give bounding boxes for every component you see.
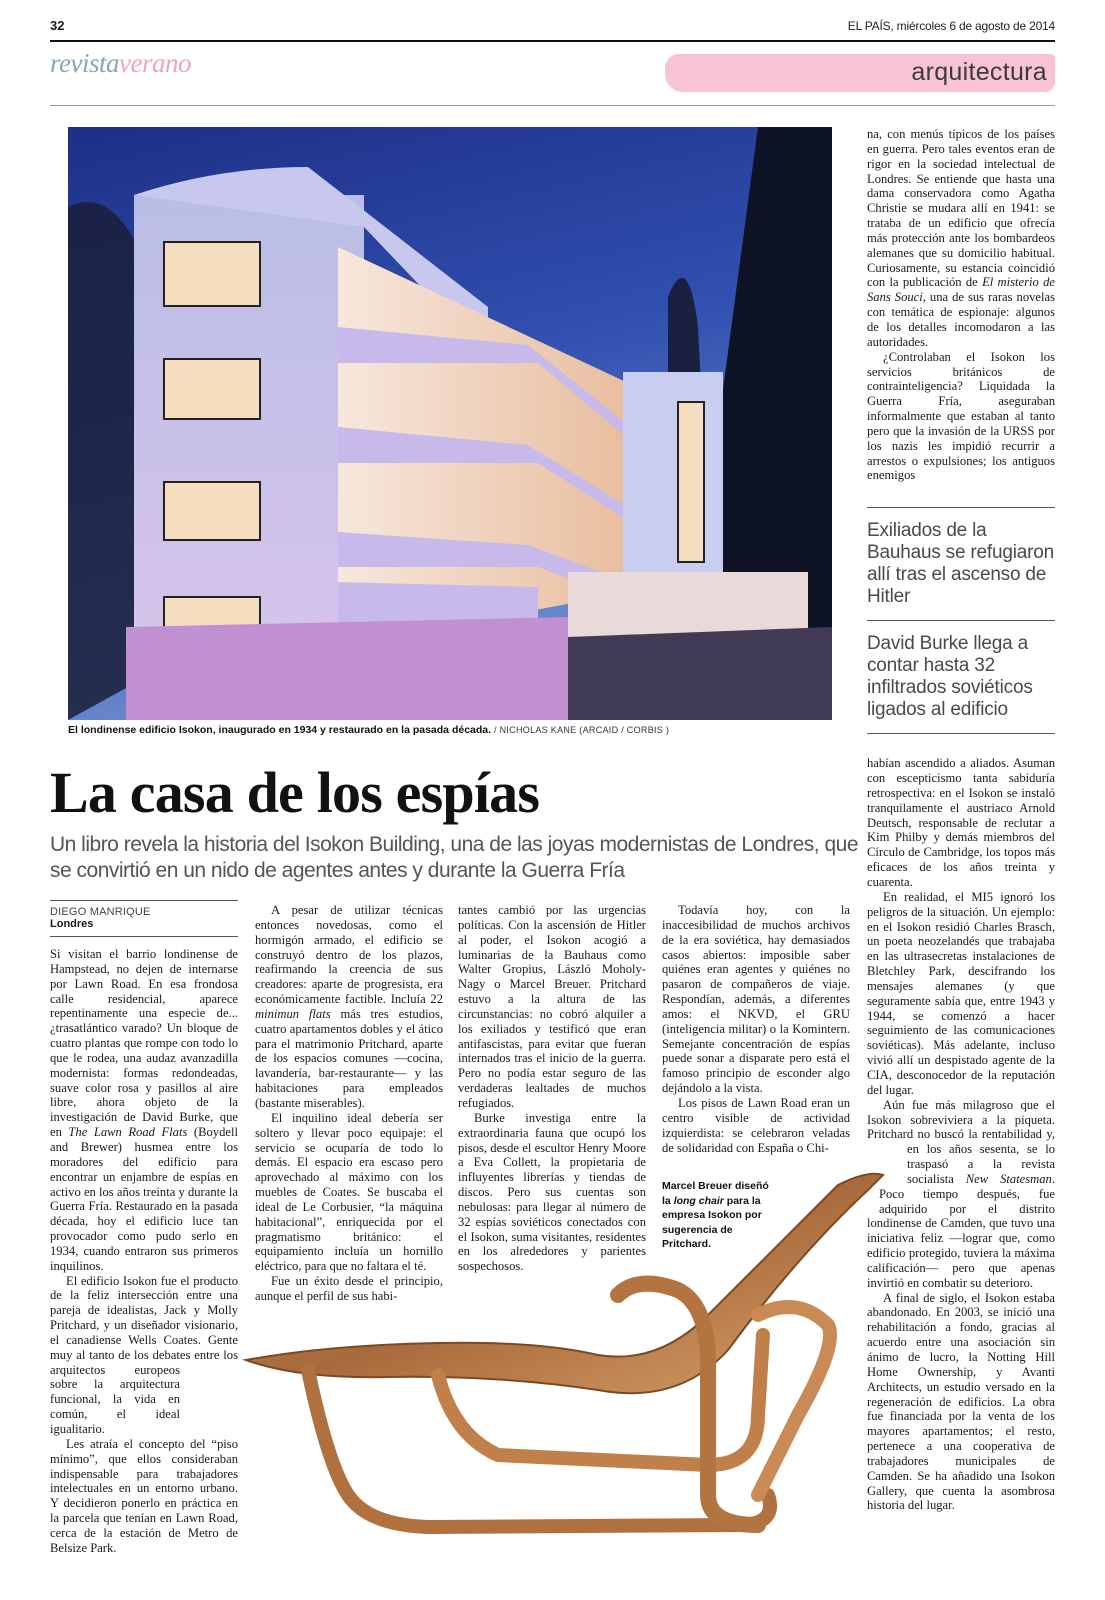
paragraph: habían ascendido a aliados. Asuman con escepticismo tanta sabiduría retrospectiva: en el Isokon se instaló tranquilamente el austriaco Arnold Deutsch, responsable de reclutar a Kim Philby y demás miembros del Círculo de Cambridge, los topos más eficaces de los años treinta y cuarenta. xyxy=(867,756,1055,889)
brand-part-revista: revista xyxy=(50,48,119,78)
photo-credit: / NICHOLAS KANE (ARCAID / CORBIS ) xyxy=(493,725,670,735)
pullquote-rule xyxy=(867,733,1055,734)
pullquote: David Burke llega a contar hasta 32 infiltrados soviéticos ligados al edificio xyxy=(867,633,1033,721)
dateline-city: Londres xyxy=(50,918,94,930)
text-run: na, con menús típicos de los países en guerra. Pero tales eventos eran de rigor en la sociedad intelectual de Londres. Se entiende que hasta una dama conservadora como Agatha Christie se mudara allí en 1941: se trataba de un edificio que ofrecía más protección ante los bombardeos alemanes que su domicilio habitual. Curiosamente, su estancia coincidió con la publicación de xyxy=(867,127,1055,290)
chair-name: long chair xyxy=(673,1194,724,1207)
author: DIEGO MANRIQUE xyxy=(50,906,151,918)
paragraph: Todavía hoy, con la inaccesibilidad de muchos archivos de la era soviética, hay demasiados casos abiertos: imposible saber quiénes eran agentes y quiénes no pasaron de compañeros de viaje. Respondían, además, a diferentes amos: el NKVD, el GRU (inteligencia militar) o la Komintern. Semejante concentración de espías puede sonar a disparate pero está el famoso principio de esconder algo dejándolo a la vista. xyxy=(662,903,850,1096)
subtitle: Un libro revela la historia del Isokon Building, una de las joyas modernistas de Londres, que se convirtió en un nido de agentes antes y durante la Guerra Fría xyxy=(50,833,858,882)
paragraph: El inquilino ideal debería ser soltero y llevar poco equipaje: el servicio se ocuparía de todo lo demás. El espacio era escaso pero aprovechado al máximo con los muebles de Coates. Se buscaba el ideal de Le Corbusier, “la máquina habitacional”, enriquecida por el pragmatismo británico: el equipamiento incluía un hornillo eléctrico, para que no faltara el té. xyxy=(255,1110,443,1274)
column-1 xyxy=(50,947,238,1556)
paragraph xyxy=(50,947,238,1274)
paragraph: Burke investiga entre la extraordinaria fauna que ocupó los pisos, desde el escultor Henry Moore a Eva Collett, la propietaria de influyentes librerías y tiendas de discos. Pero sus cuentas son nebulosas: para llegar al número de 32 espías soviéticos conectados con el Isokon, suma visitantes, residentes en los alrededores y parientes sospechosos. xyxy=(458,1110,646,1274)
paragraph: A final de siglo, el Isokon estaba abandonado. En 2003, se inició una rehabilitación a fondo, gracias al acuerdo entre una asociación sin ánimo de lucro, la Notting Hill Home Ownership, y Avanti Architects, un estudio versado en la regeneración de edificios. La obra fue financiada por la venta de los mayores apartamentos; el resto, pertenece a una cooperativa de trabajadores municipales de Camden. Se ha añadido una Isokon Gallery, que cuenta la asombrosa historia del lugar. xyxy=(867,1290,1055,1513)
book-title: The Lawn Road Flats xyxy=(68,1125,188,1140)
text-run: más tres estudios, cuatro apartamentos dobles y el ático para el matrimonio Pritchard, aparte de los espacios comunes —cocina, lavandería, bar-restaurante— y las habitaciones para empleados (bastante miserables). xyxy=(255,1006,443,1110)
text-run: para la empresa Isokon por sugerencia de Pritchard. xyxy=(662,1194,762,1251)
column-3 xyxy=(458,903,646,1274)
column-4 xyxy=(662,903,850,1252)
paragraph: El edificio Isokon fue el producto de la feliz intersección entre una pareja de idealistas, Jack y Molly Pritchard, y un diseñador visionario, el canadiense Wells Coates. Gente muy al tanto de los debates entre los arquitectos europeos sobre la arquitectura funcional, la vida en común, el ideal igualitario. xyxy=(50,1273,238,1436)
book-title: El misterio de Sans Souci xyxy=(867,275,1055,305)
text-run: . Poco tiempo después, fue adquirido por el distrito londinense de Camden, que tuvo una iniciativa feliz —lograr que, como edificio protegido, tuviera la máxima calificación— pero que apenas invirtió en combatir su deterioro. xyxy=(867,1171,1056,1290)
paragraph: tantes cambió por las urgencias políticas. Con la ascensión de Hitler al poder, el Isokon acogió a luminarias de la Bauhaus como Walter Gropius, László Moholy-Nagy o Marcel Breuer. Pritchard estuvo a la altura de las circunstancias: no cobró alquiler a los exiliados y testificó que eran antifascistas, para evitar que fueran internados tras el inicio de la guerra. Pero no podía estar seguro de las verdaderas lealtades de muchos refugiados. xyxy=(458,903,646,1110)
text-run: , una de sus raras novelas con temática de espionaje: algunos de los detalles incomodaron a las autoridades. xyxy=(867,290,1056,349)
paragraph xyxy=(255,903,443,1111)
section-label: arquitectura xyxy=(911,58,1047,86)
italic-term: minimun flats xyxy=(255,1006,331,1021)
byline xyxy=(50,900,238,937)
magazine-title: New Statesman xyxy=(965,1171,1052,1186)
isokon-building-photo xyxy=(68,127,832,720)
column-right-bottom xyxy=(867,756,1055,1513)
section-rule xyxy=(50,105,1055,106)
text-run: Si visitan el barrio londinense de Hampstead, no dejen de internarse por Lawn Road. En esa frondosa calle residencial, aparece repentinamente una especie de... ¿trasatlántico varado? Un bloque de cuatro plantas que rompe con todo lo que le rodea, una audaz avanzadilla modernista: formas redondeadas, suave color rosa y pasillos al aire libre, ahora objeto de la investigación de David Burke, que en xyxy=(50,947,238,1140)
text-run: Aún fue más milagroso que el Isokon sobreviviera a la piqueta. Pritchard no buscó la rentabilidad y, en los años sesenta, se lo traspasó a la revista socialista xyxy=(867,1097,1055,1186)
headline: La casa de los espías xyxy=(50,760,540,825)
right-sidebar xyxy=(867,127,1055,1513)
text-run: A pesar de utilizar técnicas entonces novedosas, como el hormigón armado, el edificio se construyó dentro de los plazos, reafirmando la creencia de sus creadores: aparte de progresista, era económicamente factible. Incluía 22 xyxy=(255,903,443,1007)
photo-caption xyxy=(68,724,669,736)
pullquote: Exiliados de la Bauhaus se refugiaron allí tras el ascenso de Hitler xyxy=(867,520,1054,608)
page-number: 32 xyxy=(50,18,65,33)
text-run: (Boydell and Brewer) husmea entre los moradores del edificio para encontrar un enjambre de espías en activo en los años treinta y durante la Guerra Fría. Restaurado en la pasada década, hoy el edificio luce tan provocador como pudo serlo en 1934, cuando entraron sus primeros inquilinos. xyxy=(50,1125,238,1273)
dateline: EL PAÍS, miércoles 6 de agosto de 2014 xyxy=(847,19,1055,33)
paragraph xyxy=(867,1098,1055,1291)
paragraph: ¿Controlaban el Isokon los servicios británicos de contrainteligencia? Liquidada la Guerra Fría, aseguraban informalmente que estaban al tanto pero que la invasión de la URSS por los nazis les impidió recurrir a arrestos o expulsiones; los antiguos enemigos xyxy=(867,349,1055,483)
column-2 xyxy=(255,903,443,1304)
brand-part-verano: verano xyxy=(118,48,191,78)
paragraph xyxy=(867,127,1055,350)
caption-text: El londinense edificio Isokon, inaugurado en 1934 y restaurado en la pasada década. xyxy=(68,724,492,736)
column-right-top xyxy=(867,127,1055,483)
supplement-logo xyxy=(50,48,191,79)
paragraph: Fue un éxito desde el principio, aunque el perfil de sus habi- xyxy=(255,1274,443,1303)
text-run: Marcel Breuer diseñó la xyxy=(662,1180,769,1207)
paragraph: Les atraía el concepto del “piso mínimo”, que ellos consideraban indispensable para trabajadores intelectuales en un entorno urbano. Y decidieron ponerlo en práctica en la parcela que tenían en Lawn Road, cerca de la estación de Metro de Belsize Park. xyxy=(50,1436,238,1555)
paragraph: En realidad, el MI5 ignoró los peligros de la situación. Un ejemplo: en el Isokon residió Charles Brasch, un poeta neozelandés que trabajaba en las ultrasecretas instalaciones de Bletchley Park, descifrando los mensajes alemanes (y que seguramente sabía que, entre 1943 y 1944, se comenzó a hacer seguimiento de las comunicaciones soviéticas). Más adelante, incluso vivió allí un despistado agente de la CIA, desconocedor de la reputación del lugar. xyxy=(867,889,1055,1097)
chair-caption xyxy=(662,1179,772,1252)
paragraph: Los pisos de Lawn Road eran un centro visible de actividad izquierdista: se celebraron veladas de solidaridad con España o Chi- xyxy=(662,1095,850,1155)
header-rule xyxy=(50,40,1055,42)
